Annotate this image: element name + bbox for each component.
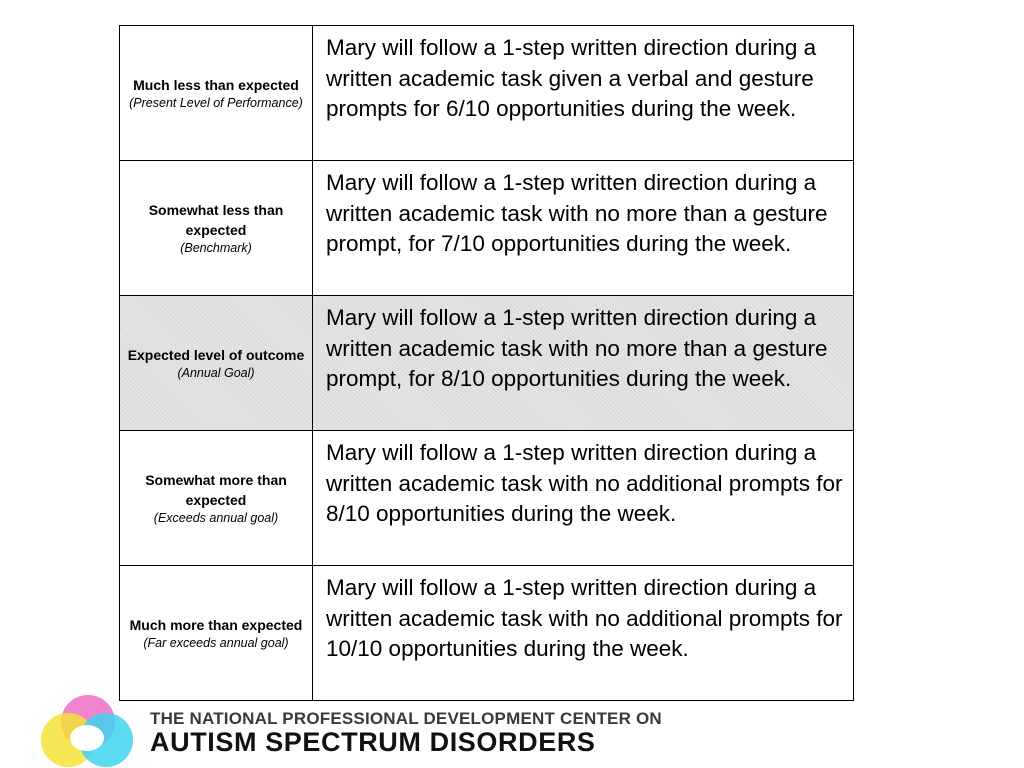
level-subtitle: (Annual Goal) — [177, 365, 255, 380]
goal-attainment-table — [119, 25, 854, 701]
goal-description: Mary will follow a 1-step written direction during a written academic task with no more than a gesture prompt, for 7/10 opportunities during the week. — [313, 161, 854, 296]
org-name-line1: THE NATIONAL PROFESSIONAL DEVELOPMENT CENTER ON — [150, 709, 662, 728]
level-cell — [120, 566, 313, 701]
level-cell — [120, 26, 313, 161]
goal-description: Mary will follow a 1-step written direction during a written academic task given a verbal and gesture prompts for 6/10 opportunities during the week. — [313, 26, 854, 161]
overlapping-circles-logo-icon — [40, 694, 140, 768]
level-title: Somewhat less than expected — [148, 201, 284, 238]
goal-description: Mary will follow a 1-step written direction during a written academic task with no additional prompts for 10/10 opportunities during the week. — [313, 566, 854, 701]
level-cell — [120, 431, 313, 566]
table-row — [120, 431, 854, 566]
level-subtitle: (Far exceeds annual goal) — [143, 635, 289, 650]
level-subtitle: (Present Level of Performance) — [129, 95, 303, 110]
table-row-highlighted — [120, 296, 854, 431]
level-subtitle: (Exceeds annual goal) — [153, 510, 279, 525]
level-cell — [120, 296, 313, 431]
goal-description: Mary will follow a 1-step written direction during a written academic task with no more than a gesture prompt, for 8/10 opportunities during the week. — [313, 296, 854, 431]
level-title: Somewhat more than expected — [145, 471, 287, 508]
level-title: Expected level of outcome — [127, 346, 305, 363]
table-row — [120, 566, 854, 701]
level-cell — [120, 161, 313, 296]
org-name-line2: AUTISM SPECTRUM DISORDERS — [150, 727, 596, 757]
goal-description: Mary will follow a 1-step written direction during a written academic task with no additional prompts for 8/10 opportunities during the week. — [313, 431, 854, 566]
table-row — [120, 161, 854, 296]
level-subtitle: (Benchmark) — [180, 240, 252, 255]
level-title: Much more than expected — [129, 616, 303, 633]
level-title: Much less than expected — [133, 76, 299, 93]
table-row — [120, 26, 854, 161]
